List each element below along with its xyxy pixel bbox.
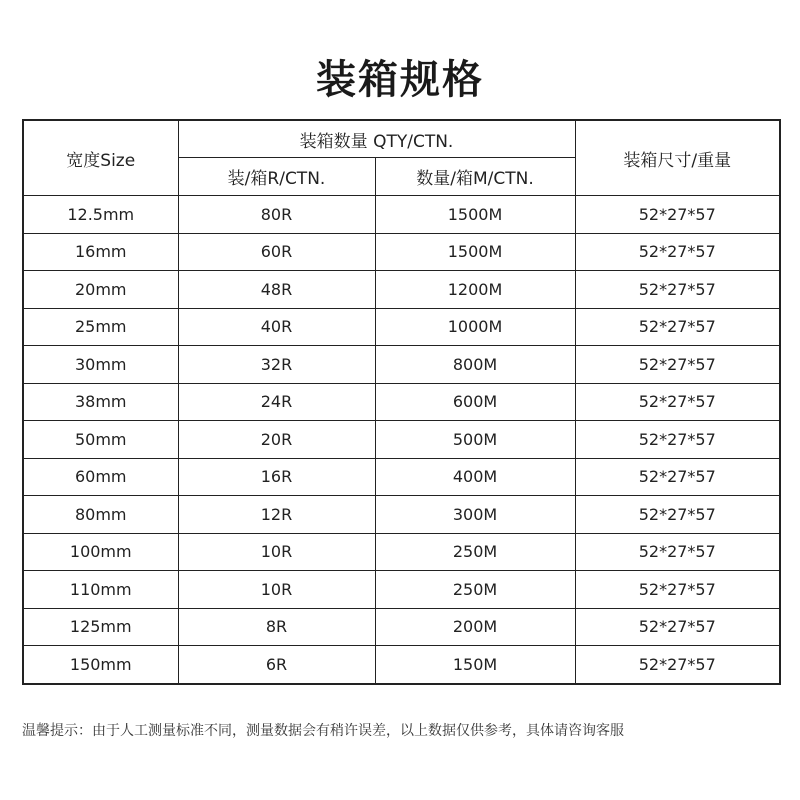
disclaimer-note: 温馨提示：由于人工测量标准不同，测量数据会有稍许误差，以上数据仅供参考，具体请咨询客服 (22, 723, 624, 739)
cell-meters-per-ctn: 500M (375, 421, 575, 459)
cell-size: 12.5mm (23, 196, 178, 234)
cell-meters-per-ctn: 1200M (375, 271, 575, 309)
table-row (23, 196, 780, 234)
cell-rolls-per-ctn: 48R (178, 271, 375, 309)
table-body (23, 196, 780, 684)
cell-carton-dims: 52*27*57 (575, 196, 780, 234)
cell-carton-dims: 52*27*57 (575, 421, 780, 459)
cell-rolls-per-ctn: 6R (178, 646, 375, 684)
cell-size: 25mm (23, 308, 178, 346)
table-row (23, 533, 780, 571)
cell-carton-dims: 52*27*57 (575, 533, 780, 571)
cell-meters-per-ctn: 400M (375, 458, 575, 496)
cell-rolls-per-ctn: 20R (178, 421, 375, 459)
cell-size: 38mm (23, 383, 178, 421)
page-title: 装箱规格 (316, 57, 484, 103)
cell-carton-dims: 52*27*57 (575, 608, 780, 646)
header-qty-group: 装箱数量 QTY/CTN. (178, 120, 575, 158)
cell-rolls-per-ctn: 60R (178, 233, 375, 271)
cell-meters-per-ctn: 1000M (375, 308, 575, 346)
cell-rolls-per-ctn: 24R (178, 383, 375, 421)
header-size: 宽度Size (23, 120, 178, 196)
cell-rolls-per-ctn: 10R (178, 571, 375, 609)
cell-carton-dims: 52*27*57 (575, 458, 780, 496)
header-rolls-per-ctn: 装/箱R/CTN. (178, 158, 375, 196)
cell-size: 80mm (23, 496, 178, 534)
cell-size: 125mm (23, 608, 178, 646)
cell-carton-dims: 52*27*57 (575, 346, 780, 384)
cell-meters-per-ctn: 250M (375, 533, 575, 571)
cell-meters-per-ctn: 200M (375, 608, 575, 646)
cell-rolls-per-ctn: 80R (178, 196, 375, 234)
table-row (23, 271, 780, 309)
header-carton-dims: 装箱尺寸/重量 (575, 120, 780, 196)
header-meters-per-ctn: 数量/箱M/CTN. (375, 158, 575, 196)
cell-size: 16mm (23, 233, 178, 271)
cell-rolls-per-ctn: 40R (178, 308, 375, 346)
table-row (23, 496, 780, 534)
cell-meters-per-ctn: 800M (375, 346, 575, 384)
cell-rolls-per-ctn: 8R (178, 608, 375, 646)
cell-size: 20mm (23, 271, 178, 309)
table-row (23, 346, 780, 384)
table-row (23, 458, 780, 496)
cell-size: 110mm (23, 571, 178, 609)
cell-carton-dims: 52*27*57 (575, 646, 780, 684)
cell-size: 60mm (23, 458, 178, 496)
cell-carton-dims: 52*27*57 (575, 496, 780, 534)
cell-rolls-per-ctn: 12R (178, 496, 375, 534)
table-row (23, 383, 780, 421)
cell-carton-dims: 52*27*57 (575, 233, 780, 271)
table-row (23, 421, 780, 459)
cell-size: 100mm (23, 533, 178, 571)
cell-rolls-per-ctn: 32R (178, 346, 375, 384)
cell-carton-dims: 52*27*57 (575, 308, 780, 346)
cell-carton-dims: 52*27*57 (575, 383, 780, 421)
table-row (23, 233, 780, 271)
cell-size: 50mm (23, 421, 178, 459)
packing-spec-table (22, 119, 781, 685)
cell-meters-per-ctn: 1500M (375, 196, 575, 234)
cell-meters-per-ctn: 150M (375, 646, 575, 684)
cell-meters-per-ctn: 250M (375, 571, 575, 609)
cell-meters-per-ctn: 300M (375, 496, 575, 534)
cell-carton-dims: 52*27*57 (575, 571, 780, 609)
table-row (23, 608, 780, 646)
cell-rolls-per-ctn: 10R (178, 533, 375, 571)
cell-rolls-per-ctn: 16R (178, 458, 375, 496)
table-row (23, 308, 780, 346)
cell-meters-per-ctn: 1500M (375, 233, 575, 271)
cell-size: 150mm (23, 646, 178, 684)
header-row-1 (23, 120, 780, 158)
cell-meters-per-ctn: 600M (375, 383, 575, 421)
table-row (23, 571, 780, 609)
table-header (23, 120, 780, 196)
cell-carton-dims: 52*27*57 (575, 271, 780, 309)
table-row (23, 646, 780, 684)
cell-size: 30mm (23, 346, 178, 384)
